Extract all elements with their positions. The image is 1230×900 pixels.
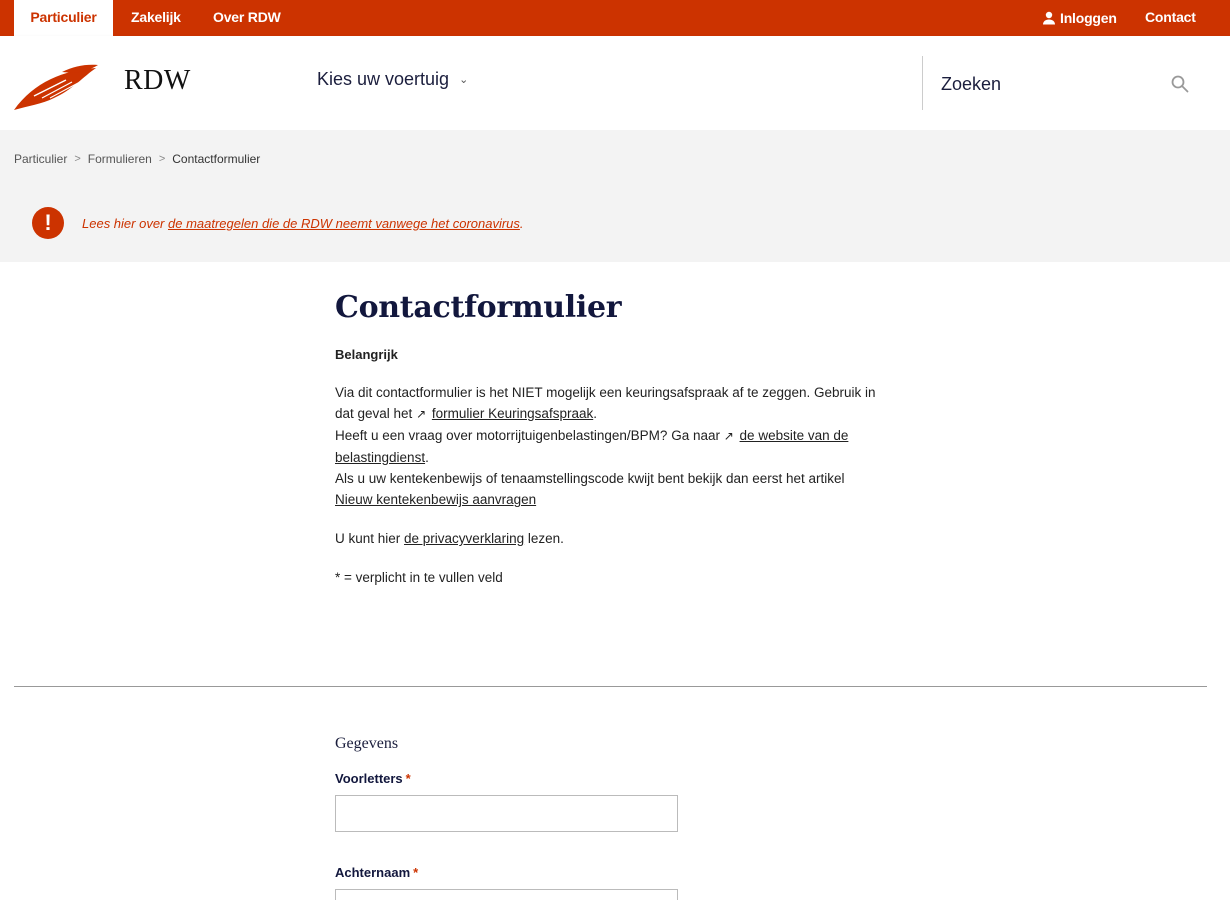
- search-input[interactable]: [941, 70, 1161, 98]
- vehicle-menu-label: Kies uw voertuig: [317, 69, 450, 89]
- breadcrumb: [14, 152, 260, 166]
- rdw-logo-emblem: [14, 52, 104, 112]
- voorletters-label: Voorletters *: [335, 771, 411, 786]
- chevron-down-icon: ⌄: [459, 74, 469, 86]
- privacy-link[interactable]: de privacyverklaring: [404, 531, 525, 546]
- belastingdienst-link[interactable]: de website van de belastingdienst: [335, 428, 849, 465]
- important-heading: Belangrijk: [335, 347, 398, 362]
- chevron-right-icon: >: [74, 153, 81, 165]
- rdw-logo[interactable]: [14, 52, 194, 116]
- login-link[interactable]: [1042, 0, 1117, 36]
- required-marker: *: [405, 771, 411, 786]
- contact-link[interactable]: Contact: [1145, 9, 1196, 25]
- required-note: * = verplicht in te vullen veld: [335, 570, 503, 585]
- corona-alert: [32, 207, 524, 239]
- contact-form: [335, 735, 735, 900]
- tab-zakelijk[interactable]: Zakelijk: [131, 9, 181, 25]
- tab-particulier[interactable]: Particulier: [14, 0, 113, 36]
- breadcrumb-formulieren[interactable]: Formulieren: [87, 152, 152, 166]
- site-header: [0, 36, 1230, 130]
- page-title: Contactformulier: [335, 290, 622, 325]
- kentekenbewijs-link[interactable]: Nieuw kentekenbewijs aanvragen: [335, 492, 537, 507]
- achternaam-label: Achternaam *: [335, 865, 419, 880]
- header-divider: [922, 56, 923, 110]
- breadcrumb-current: Contactformulier: [172, 152, 261, 166]
- achternaam-input[interactable]: [335, 889, 678, 900]
- section-divider: [14, 686, 1207, 687]
- logo-text: RDW: [124, 65, 191, 96]
- exclamation-icon: !: [32, 207, 64, 239]
- search-icon[interactable]: [1171, 75, 1189, 93]
- login-label: Inloggen: [1060, 9, 1117, 26]
- external-link-icon: ↗: [416, 407, 427, 421]
- required-marker: *: [413, 865, 419, 880]
- intro-paragraph: Via dit contactformulier is het NIET mogelijk een keuringsafspraak af te zeggen. Gebruik in dat geval het ↗ formulier Keuringsafspraak. Heeft u een vraag over motorrijtuigenbelastingen/BPM? Ga naar ↗ de website van de belastingdienst. Als u uw kentekenbewijs of tenaamstellingscode kwijt bent bekijk dan eerst het artikel Nieuw kentekenbewijs aanvragen: [335, 385, 876, 507]
- voorletters-input[interactable]: [335, 795, 678, 832]
- privacy-paragraph: U kunt hier de privacyverklaring lezen.: [335, 531, 564, 546]
- external-link-icon: ↗: [723, 429, 734, 443]
- corona-measures-link[interactable]: de maatregelen die de RDW neemt vanwege het coronavirus: [168, 215, 520, 231]
- top-navigation: [0, 0, 1230, 36]
- breadcrumb-particulier[interactable]: Particulier: [14, 152, 68, 166]
- tab-over-rdw[interactable]: Over RDW: [213, 9, 281, 25]
- info-band: [0, 130, 1230, 262]
- chevron-right-icon: >: [158, 153, 166, 165]
- alert-text: Lees hier over de maatregelen die de RDW neemt vanwege het coronavirus.: [82, 215, 524, 231]
- section-title: Gegevens: [335, 735, 399, 752]
- keuringsafspraak-link[interactable]: formulier Keuringsafspraak: [431, 406, 594, 421]
- user-icon: [1042, 11, 1056, 25]
- main-content: [335, 290, 895, 588]
- vehicle-menu[interactable]: [317, 69, 468, 90]
